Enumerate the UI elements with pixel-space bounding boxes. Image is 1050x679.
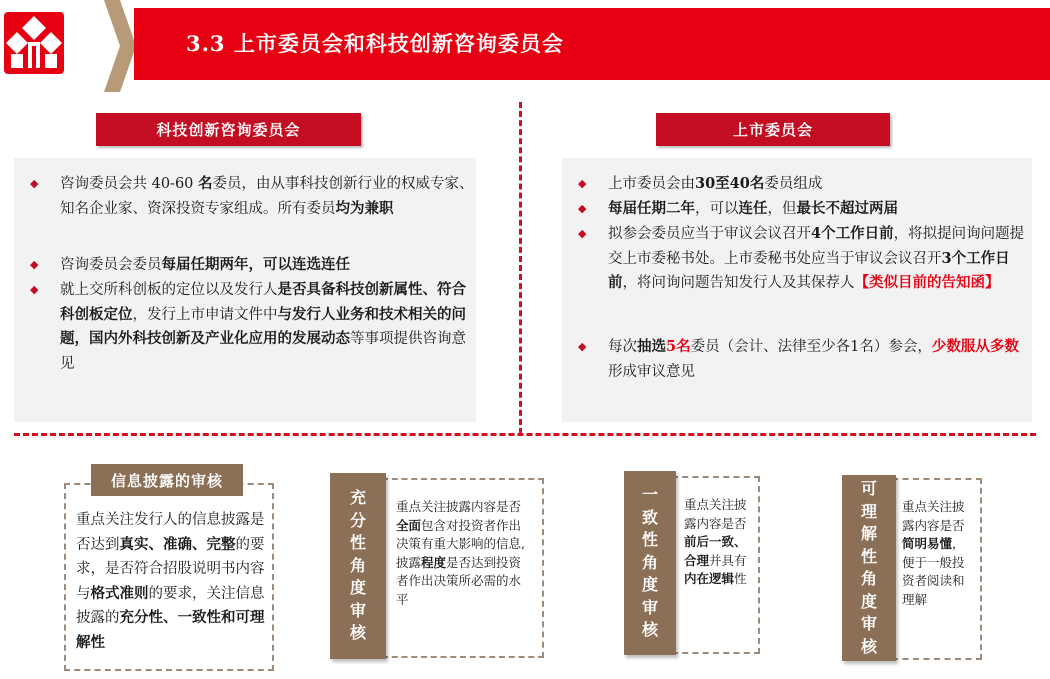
page-title: 3.3 上市委员会和科技创新咨询委员会 xyxy=(186,31,564,56)
list-item: ◆ 咨询委员会委员每届任期两年，可以连选连任 xyxy=(60,253,474,278)
adequacy-review-label: 充分性角度审核 xyxy=(330,473,386,659)
company-logo-icon xyxy=(4,12,64,74)
info-disclosure-tag: 信息披露的审核 xyxy=(91,464,243,496)
diamond-bullet-icon: ◆ xyxy=(578,177,587,190)
diamond-bullet-icon: ◆ xyxy=(30,258,39,271)
comprehensibility-review-text: 重点关注披露内容是否简明易懂，便于一般投资者阅读和理解 xyxy=(902,499,965,607)
list-item: ◆ 就上交所科创板的定位以及发行人是否具备科技创新属性、符合科创板定位，发行上市申请文件中与发行人业务和技术相关的问题，国内外科技创新及产业化应用的发展动态等事项提供咨询意见 xyxy=(60,278,474,376)
diamond-bullet-icon: ◆ xyxy=(578,227,587,240)
tab-listing-committee: 上市委员会 xyxy=(656,113,890,146)
info-disclosure-text: 重点关注发行人的信息披露是否达到真实、准确、完整的要求，是否符合招股说明书内容与格式准则的要求，关注信息披露的充分性、一致性和可理解性 xyxy=(76,512,265,651)
consistency-review-text: 重点关注披露内容是否前后一致、合理并具有内在逻辑性 xyxy=(684,497,747,586)
diamond-bullet-icon: ◆ xyxy=(578,202,587,215)
list-item: ◆ 上市委员会由30至40名委员组成 xyxy=(608,172,1026,197)
consistency-review-label: 一致性角度审核 xyxy=(624,471,676,655)
diamond-bullet-icon: ◆ xyxy=(578,340,587,353)
vertical-divider xyxy=(519,102,522,434)
list-item: ◆ 拟参会委员应当于审议会议召开4个工作日前，将拟提问询问题提交上市委秘书处。上市委秘书处应当于审议会议召开3个工作日前，将问询问题告知发行人及其保荐人【类似目前的告知函】 xyxy=(608,222,1026,296)
list-item: ◆ 每届任期二年，可以连任，但最长不超过两届 xyxy=(608,197,1026,222)
horizontal-divider xyxy=(14,433,1036,436)
diamond-bullet-icon: ◆ xyxy=(30,177,39,190)
comprehensibility-review-label: 可理解性角度审核 xyxy=(842,475,896,661)
adequacy-review-text: 重点关注披露内容是否全面包含对投资者作出决策有重大影响的信息,披露程度是否达到投资者作出决策所必需的水平 xyxy=(396,499,525,607)
tab-tech-innovation-committee: 科技创新咨询委员会 xyxy=(96,113,361,146)
list-item: ◆ 咨询委员会共 40-60 名委员，由从事科技创新行业的权威专家、知名企业家、资深投资专家组成。所有委员均为兼职 xyxy=(60,172,474,221)
list-item: ◆ 每次抽选5名委员（会计、法律至少各1名）参会，少数服从多数形成审议意见 xyxy=(608,335,1026,384)
diamond-bullet-icon: ◆ xyxy=(30,283,39,296)
